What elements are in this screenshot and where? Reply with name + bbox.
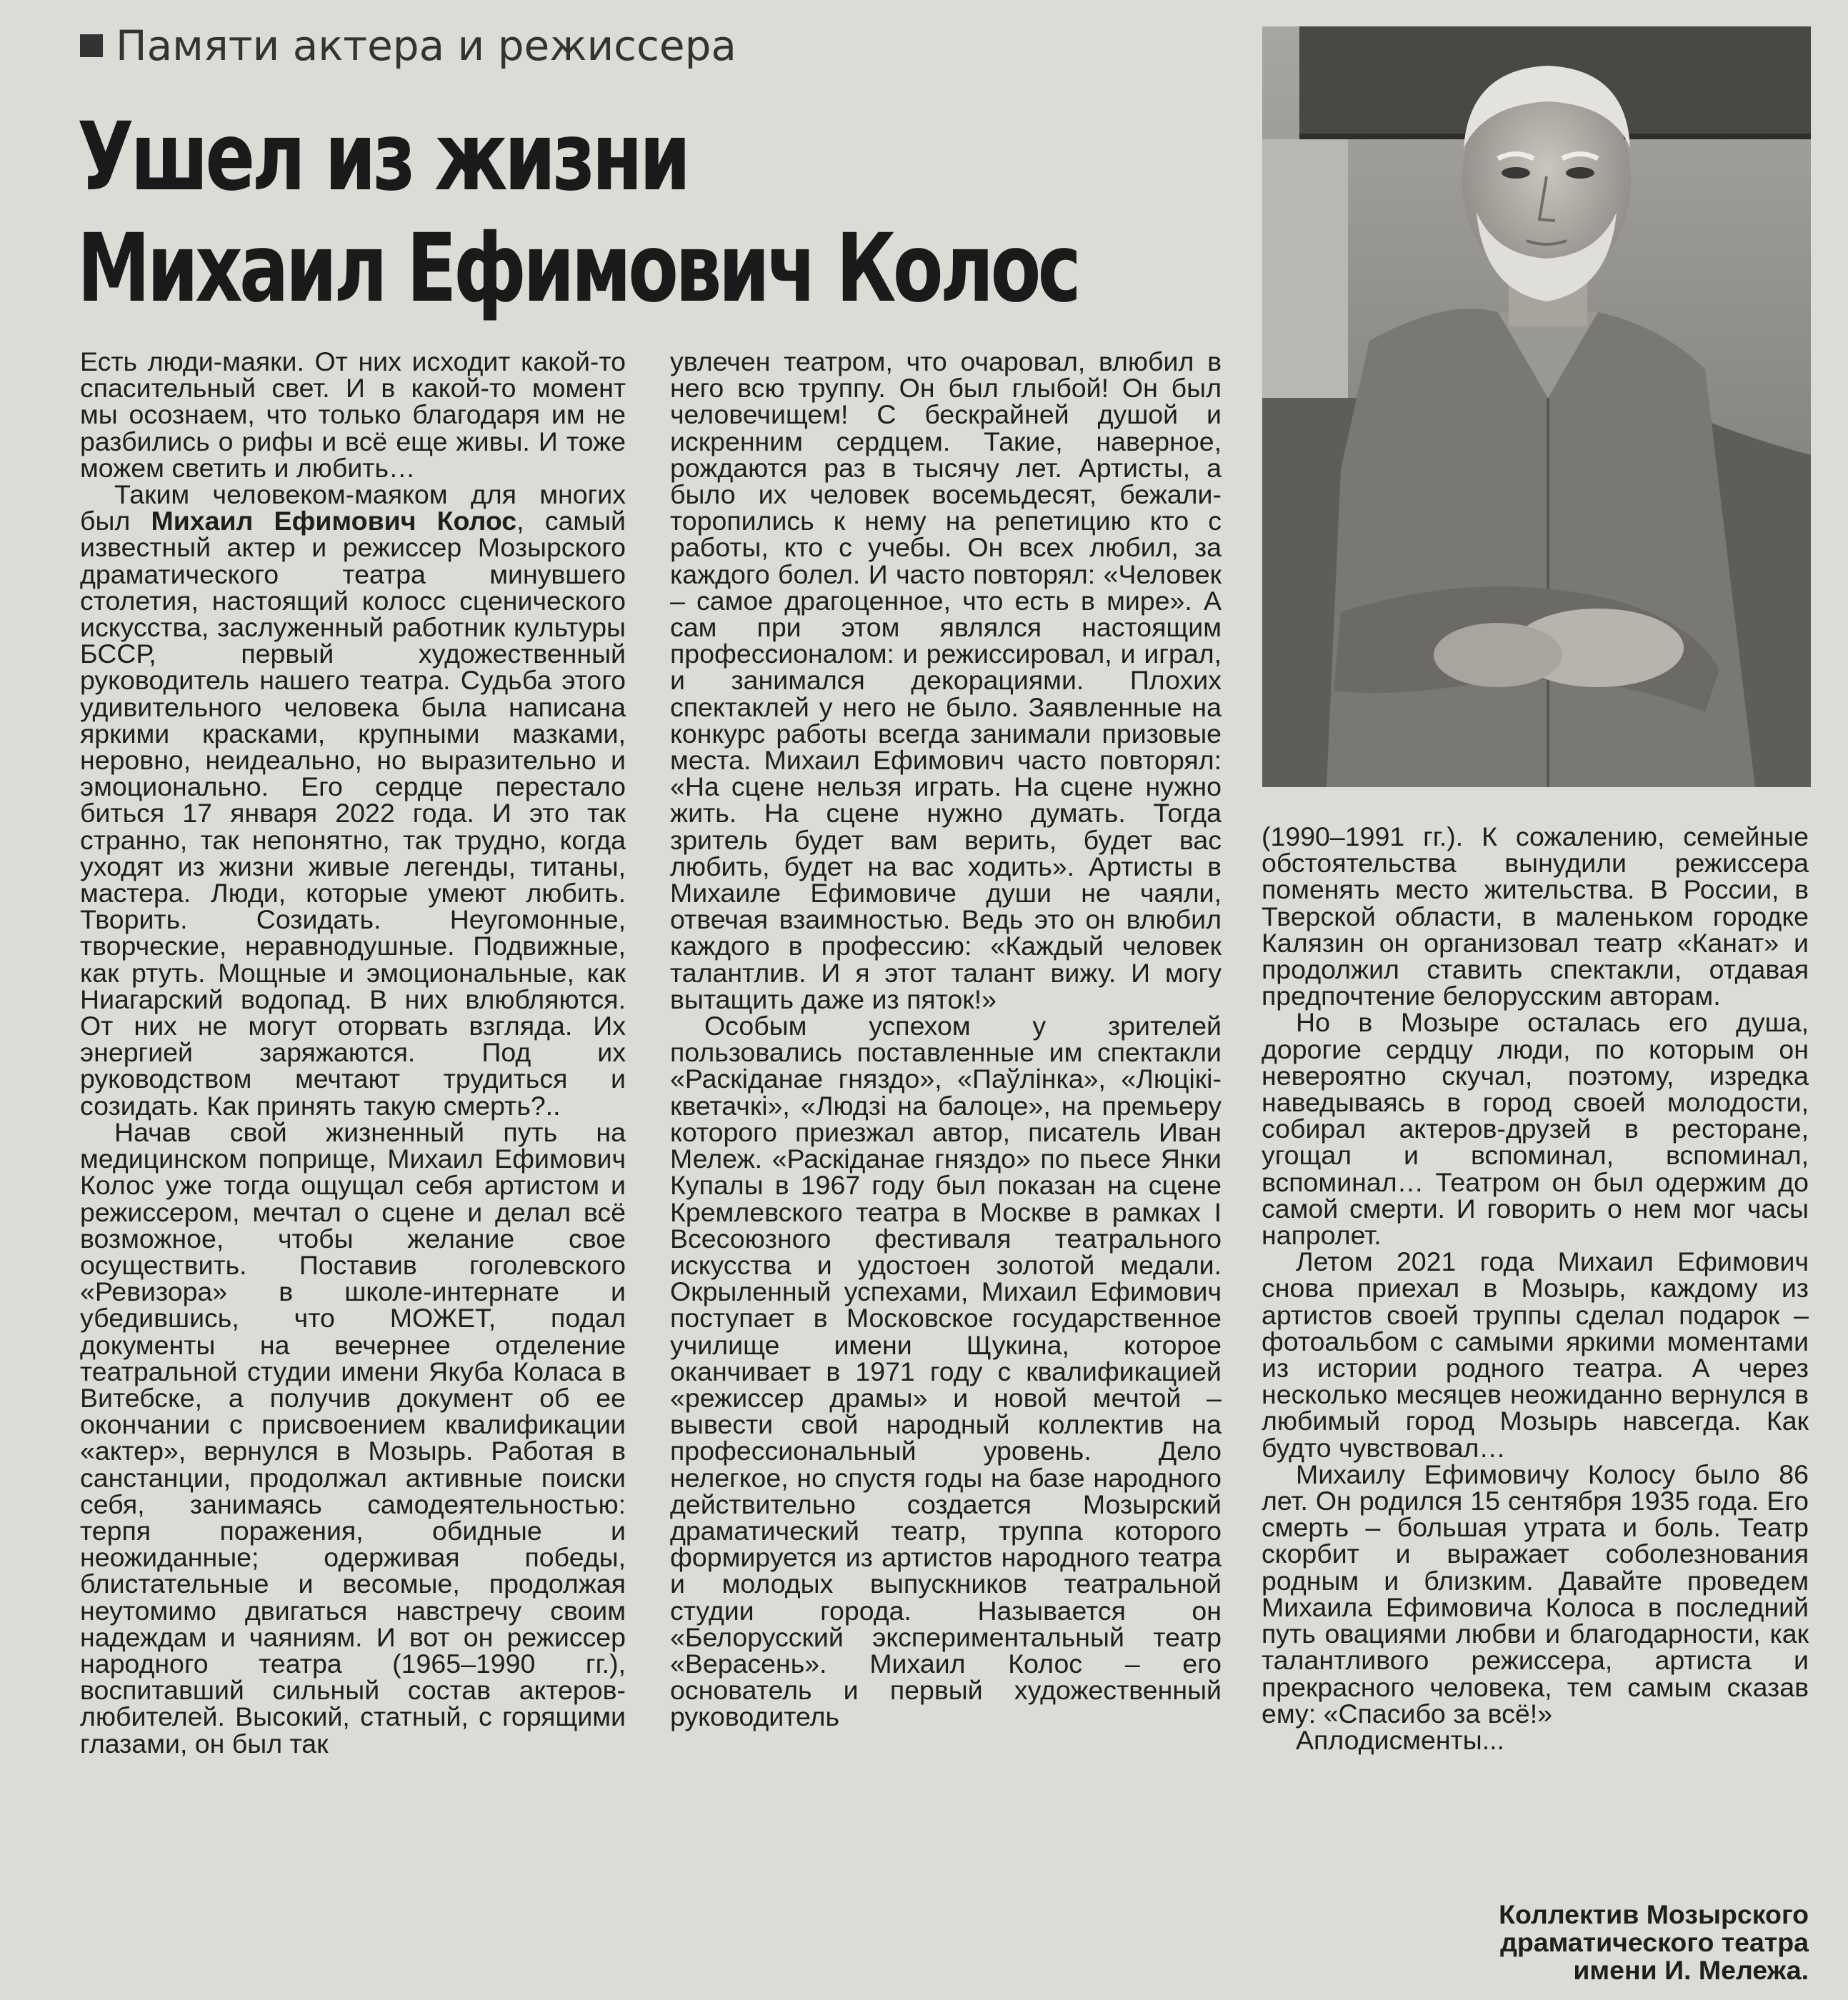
- portrait-photo: [1262, 26, 1811, 787]
- paragraph-text: Таким человеком-маяком для многих был: [80, 479, 626, 536]
- text-column-3: [1262, 821, 1809, 1755]
- signature-line: Коллектив Мозырского: [1499, 1899, 1809, 1929]
- signature-line: имени И. Мележа.: [1573, 1955, 1809, 1985]
- paragraph: Летом 2021 года Михаил Ефимович снова приехал в Мозырь, каждому из артистов своей труппы сделал подарок – фотоальбом с самыми яркими моментами из истории родного театра. А через несколько месяцев неожиданно вернулся в любимый город Мозырь навсегда. Как будто чувствовал…: [1262, 1246, 1809, 1463]
- paragraph: Михаилу Ефимовичу Колосу было 86 лет. Он родился 15 сентября 1935 года. Его смерть – большая утрата и боль. Театр скорбит и выражает соболезнования родным и близким. Давайте проведем Михаила Ефимовича Колоса в последний путь овациями любви и благодарности, как талантливого режиссера, артиста и прекрасного человека, тем самым сказав ему: «Спасибо за всё!»: [1262, 1459, 1809, 1729]
- headline-line-1: Ушел из жизни: [77, 102, 688, 212]
- section-rubric: [80, 21, 736, 70]
- paragraph: Аплодисменты...: [1296, 1724, 1504, 1755]
- paragraph-text: , самый известный актер и режиссер Мозырского драматического театра минувшего столетия, настоящий колосс сценического искусства, заслуженный работник культуры БССР, первый художественный руководитель нашего театра. Судьба этого удивительного человека была написана яркими красками, крупными мазками, неровно, неидеально, но выразительно и эмоционально. Его сердце перестало биться 17 января 2022 года. И это так странно, так непонятно, так трудно, когда уходят из жизни живые легенды, титаны, мастера. Люди, которые умеют любить. Творить. Созидать. Неугомонные, творческие, неравнодушные. Подвижные, как ртуть. Мощные и эмоциональные, как Ниагарский водопад. В них влюбляются. От них не могут оторвать взгляда. Их энергией заряжаются. Под их руководством мечтают трудиться и созидать. Как принять такую смерть?..: [80, 506, 626, 1121]
- square-bullet-icon: [80, 34, 103, 57]
- text-column-2: [670, 346, 1222, 1732]
- signature-line: драматического театра: [1500, 1927, 1809, 1957]
- paragraph: (1990–1991 гг.). К сожалению, семейные обстоятельства вынудили режиссера поменять место жительства. В России, в Тверской области, в маленьком городке Калязин он организовал театр «Канат» и продолжил ставить спектакли, отдавая предпочтение белорусским авторам.: [1262, 821, 1809, 1011]
- headline-line-2: Михаил Ефимович Колос: [77, 214, 1079, 324]
- portrait-photo-icon: [1262, 26, 1811, 787]
- paragraph: Начав свой жизненный путь на медицинском поприще, Михаил Ефимович Колос уже тогда ощущал себя артистом и режиссером, мечтал о сцене и делал всё возможное, чтобы желание свое осуществить. Поставив гоголевского «Ревизора» в школе-интернате и убедившись, что МОЖЕТ, подал документы на вечернее отделение театральной студии имени Якуба Коласа в Витебске, а получив документ об ее окончании с присвоением квалификации «актер», вернулся в Мозырь. Работая в санстанции, продолжал активные поиски себя, занимаясь самодеятельностью: терпя поражения, обидные и неожиданные; одерживая победы, блистательные и весомые, продолжая неутомимо двигаться навстречу своим надеждам и чаяниям. И вот он режиссер народного театра (1965–1990 гг.), воспитавший сильный состав актеров-любителей. Высокий, статный, с горящими глазами, он был так: [80, 1116, 626, 1759]
- signature: [1262, 1901, 1809, 1984]
- text-column-1: [80, 346, 626, 1759]
- rubric-text: Памяти актера и режиссера: [116, 21, 736, 70]
- paragraph: Особым успехом у зрителей пользовались поставленные им спектакли «Раскіданае гняздо», «Паўлінка», «Люцікі-кветачкі», «Людзі на балоце», на премьеру которого приезжал автор, писатель Иван Мележ. «Раскіданае гняздо» по пьесе Янки Купалы в 1967 году был показан на сцене Кремлевского театра в Москве в рамках I Всесоюзного фестиваля театрального искусства и удостоен золотой медали. Окрыленный успехами, Михаил Ефимович поступает в Московское государственное училище имени Щукина, которое оканчивает в 1971 году с квалификацией «режиссер драмы» и новой мечтой – вывести свой народный коллектив на профессиональный уровень. Дело нелегкое, но спустя годы на базе народного действительно создается Мозырский драматический театр, труппа которого формируется из артистов народного театра и молодых выпускников театральной студии города. Называется он «Белорусский экспериментальный театр «Верасень». Михаил Колос – его основатель и первый художественный руководитель: [670, 1011, 1222, 1732]
- person-name: Михаил Ефимович Колос: [151, 506, 517, 536]
- article-headline: [77, 101, 1079, 324]
- paragraph: Есть люди-маяки. От них исходит какой-то спасительный свет. И в какой-то момент мы осознаем, что только благодаря им не разбились о рифы и всё еще живы. И тоже можем светить и любить…: [80, 346, 626, 483]
- paragraph: [80, 481, 626, 1119]
- paragraph: Но в Мозыре осталась его душа, дорогие сердцу люди, по которым он невероятно скучал, поэтому, изредка наведываясь в город своей молодости, собирал актеров-друзей в ресторане, угощал и вспоминал, вспоминал, вспоминал… Театром он был одержим до самой смерти. И говорить о нем мог часы напролет.: [1262, 1007, 1809, 1251]
- paragraph: увлечен театром, что очаровал, влюбил в него всю труппу. Он был глыбой! Он был человечищем! С бескрайней душой и искренним сердцем. Такие, наверное, рождаются раз в тысячу лет. Артисты, а было их человек восемьдесят, бежали-торопились к нему на репетицию кто с работы, кто с учебы. Он всех любил, за каждого болел. И часто повторял: «Человек – самое драгоценное, что есть в мире». А сам при этом являлся настоящим профессионалом: и режиссировал, и играл, и занимался декорациями. Плохих спектаклей у него не было. Заявленные на конкурс работы всегда занимали призовые места. Михаил Ефимович часто повторял: «На сцене нельзя играть. На сцене нужно жить. На сцене нужно думать. Тогда зритель будет вам верить, будет вас любить, будет на вас ходить». Артисты в Михаиле Ефимовиче души не чаяли, отвечая взаимностью. Ведь это он влюбил каждого в профессию: «Каждый человек талантлив. И я этот талант вижу. И могу вытащить даже из пяток!»: [670, 346, 1222, 1014]
